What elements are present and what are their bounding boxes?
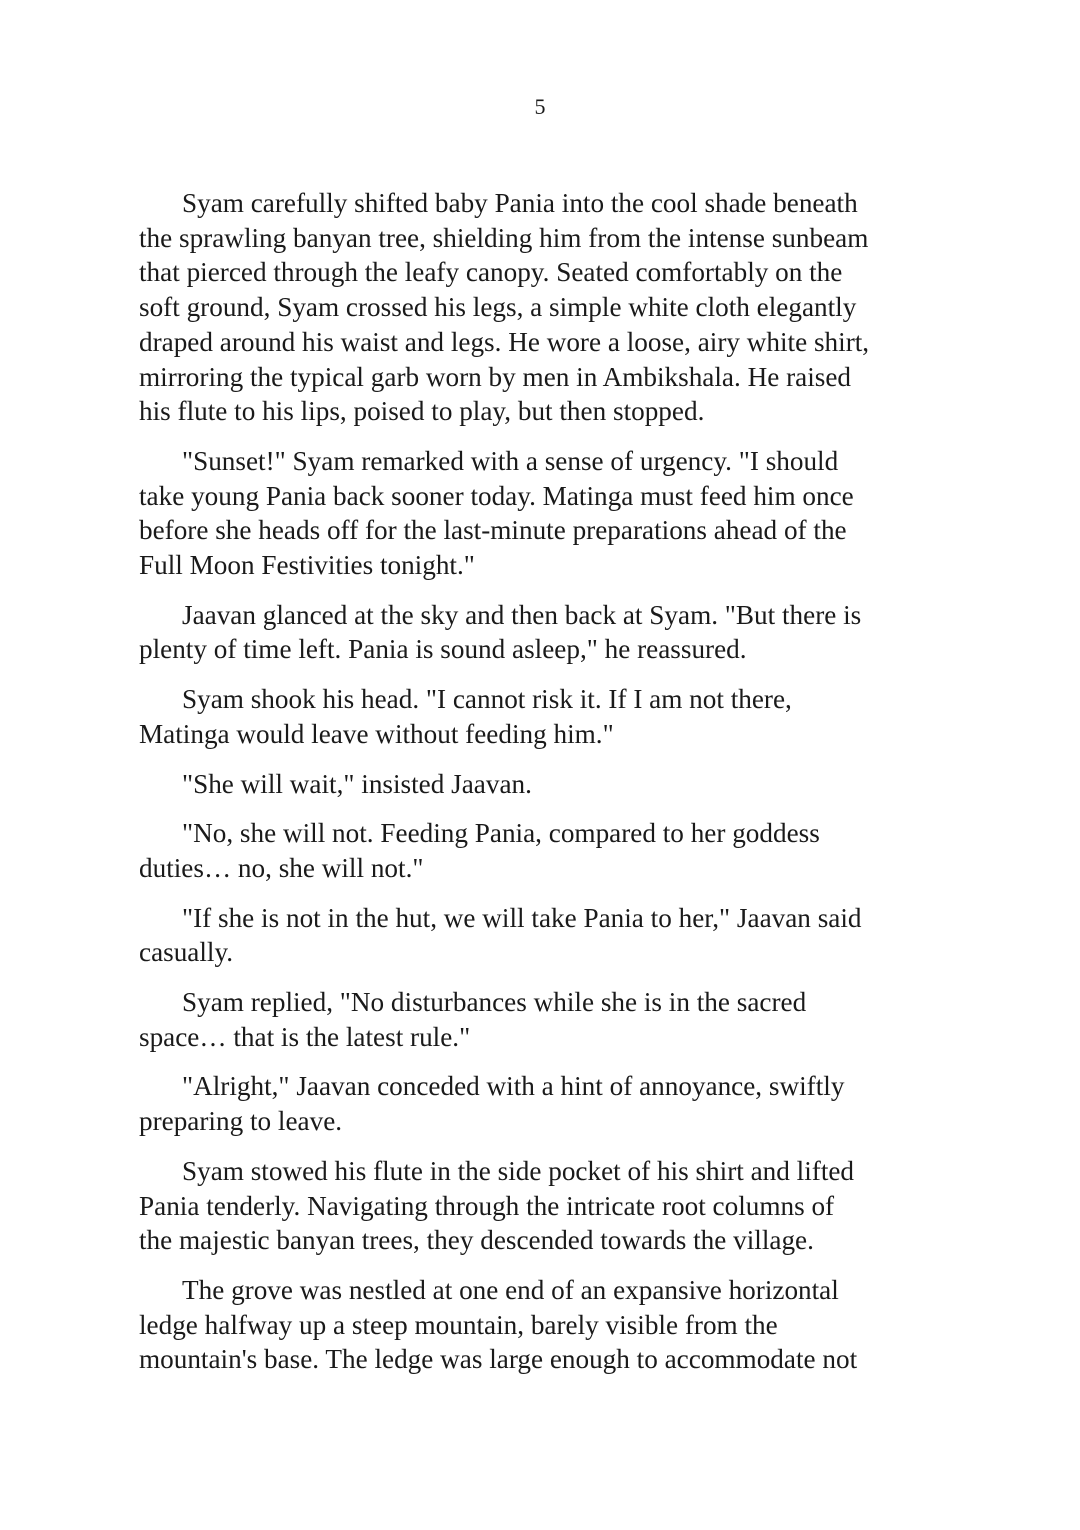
text-line: space… that is the latest rule." [139, 1021, 471, 1052]
text-line: plenty of time left. Pania is sound asleep," he reassured. [139, 634, 747, 665]
text-line: mirroring the typical garb worn by men in Ambikshala. He raised [139, 361, 851, 392]
paragraph-9 [139, 1069, 944, 1138]
text-line: the sprawling banyan tree, shielding him from the intense sunbeam [139, 222, 869, 253]
text-line: Syam stowed his flute in the side pocket of his shirt and lifted [182, 1155, 855, 1186]
paragraph-1 [139, 186, 944, 429]
text-line: "Sunset!" Syam remarked with a sense of urgency. "I should [182, 445, 839, 476]
text-line: The grove was nestled at one end of an expansive horizontal [182, 1274, 839, 1305]
text-line: "No, she will not. Feeding Pania, compared to her goddess [182, 818, 820, 849]
paragraph-4 [139, 682, 944, 751]
text-line: "Alright," Jaavan conceded with a hint of annoyance, swiftly [182, 1071, 845, 1102]
text-line: ledge halfway up a steep mountain, barely visible from the [139, 1309, 778, 1340]
body-text [139, 186, 944, 1392]
text-line: Full Moon Festivities tonight." [139, 550, 475, 581]
text-line: take young Pania back sooner today. Matinga must feed him once [139, 480, 854, 511]
text-line: before she heads off for the last-minute preparations ahead of the [139, 515, 847, 546]
text-line: mountain's base. The ledge was large enough to accommodate not [139, 1344, 858, 1375]
text-line: that pierced through the leafy canopy. Seated comfortably on the [139, 257, 843, 288]
paragraph-3 [139, 598, 944, 667]
text-line: "If she is not in the hut, we will take Pania to her," Jaavan said [182, 902, 862, 933]
page-number: 5 [534, 94, 546, 119]
text-line: casually. [139, 937, 234, 968]
text-line: Pania tenderly. Navigating through the intricate root columns of [139, 1190, 835, 1221]
text-line: the majestic banyan trees, they descended towards the village. [139, 1225, 814, 1256]
text-line: duties… no, she will not." [139, 852, 424, 883]
paragraph-10 [139, 1154, 944, 1258]
text-line: Matinga would leave without feeding him." [139, 718, 614, 749]
text-line: Syam replied, "No disturbances while she is in the sacred [182, 987, 807, 1018]
paragraph-6 [139, 816, 944, 885]
text-line: his flute to his lips, poised to play, but then stopped. [139, 396, 705, 427]
text-line: draped around his waist and legs. He wore a loose, airy white shirt, [139, 326, 870, 357]
paragraph-2 [139, 444, 944, 583]
paragraph-11 [139, 1273, 944, 1377]
text-line: "She will wait," insisted Jaavan. [182, 768, 532, 799]
text-line: Syam shook his head. "I cannot risk it. If I am not there, [182, 684, 792, 715]
text-line: soft ground, Syam crossed his legs, a simple white cloth elegantly [139, 292, 857, 323]
text-line: preparing to leave. [139, 1106, 343, 1137]
paragraph-8 [139, 985, 944, 1054]
text-line: Jaavan glanced at the sky and then back at Syam. "But there is [182, 599, 862, 630]
paragraph-5 [139, 767, 944, 802]
text-line: Syam carefully shifted baby Pania into the cool shade beneath [182, 188, 858, 218]
paragraph-7 [139, 901, 944, 970]
